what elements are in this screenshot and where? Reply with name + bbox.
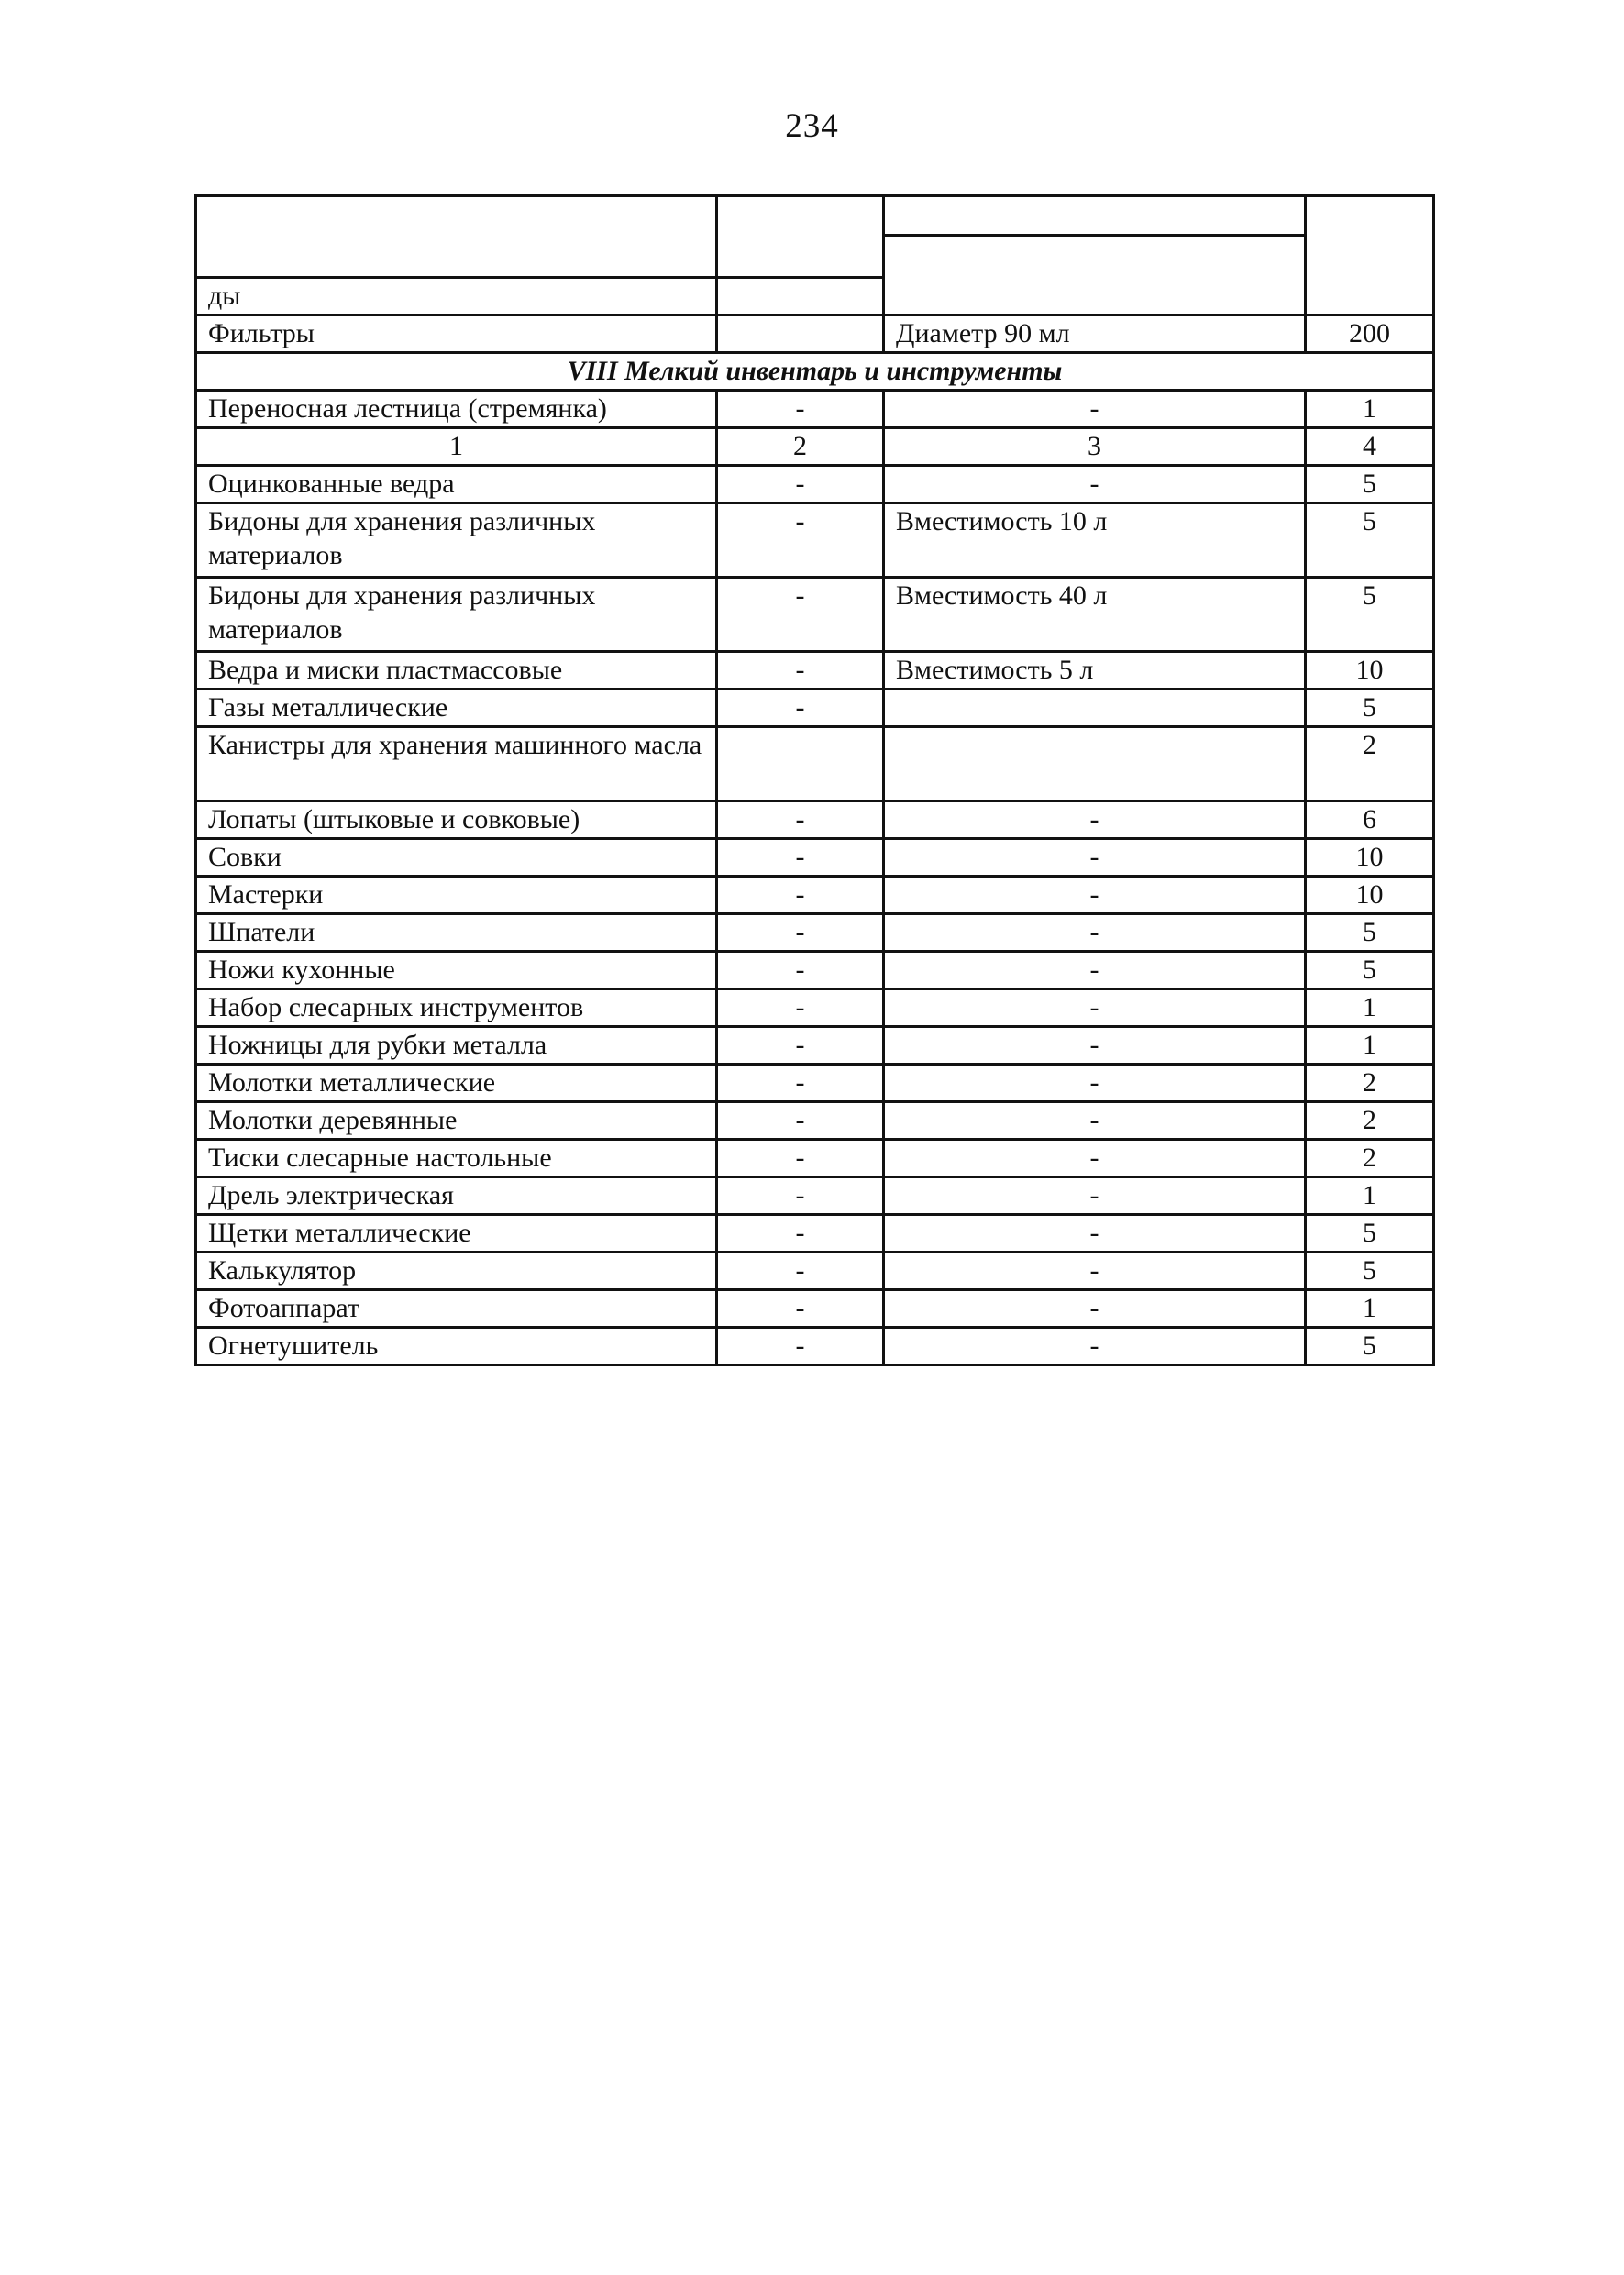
row-col3: - [884,1065,1306,1102]
table-row [196,989,1434,1027]
header-cell-col4 [1306,196,1434,315]
row-col2: - [717,1027,884,1065]
row-col2: - [717,914,884,952]
first-row [196,391,1434,428]
row-col2: - [717,1177,884,1215]
row-col4: 5 [1306,952,1434,989]
row-col2: - [717,989,884,1027]
table-row [196,1328,1434,1365]
row-col4: 1 [1306,1290,1434,1328]
table-row [196,877,1434,914]
table-row [196,578,1434,652]
row-col2: - [717,503,884,578]
row-col2: - [717,690,884,727]
table-row [196,1065,1434,1102]
first-row-name: Переносная лестница (стремянка) [196,391,717,428]
table-row [196,1177,1434,1215]
row-col3: - [884,1177,1306,1215]
row-col3: - [884,952,1306,989]
row-col3: - [884,1215,1306,1253]
row-name: Ножницы для рубки металла [196,1027,717,1065]
row-col4: 2 [1306,1065,1434,1102]
row-name: Молотки металлические [196,1065,717,1102]
row-col3: Вместимость 5 л [884,652,1306,690]
row-name: Канистры для хранения машинного масла [196,727,717,801]
top-row-col4: 200 [1306,315,1434,353]
row-col4: 5 [1306,690,1434,727]
table-row [196,1027,1434,1065]
row-col3: Вместимость 10 л [884,503,1306,578]
column-numbers-row [196,428,1434,466]
row-col2: - [717,952,884,989]
table-row [196,839,1434,877]
row-col2: - [717,877,884,914]
row-col4: 10 [1306,877,1434,914]
top-row [196,315,1434,353]
section-row [196,353,1434,391]
header-cell-name [196,196,717,278]
row-col3: - [884,1290,1306,1328]
row-col3: - [884,1253,1306,1290]
row-col4: 2 [1306,727,1434,801]
page-number: 234 [785,107,839,145]
top-row-col3: Диаметр 90 мл [884,315,1306,353]
row-col3: - [884,839,1306,877]
row-name: Щетки металлические [196,1215,717,1253]
row-col3 [884,727,1306,801]
row-name: Молотки деревянные [196,1102,717,1140]
row-col4: 2 [1306,1102,1434,1140]
header-cell-col2 [717,196,884,278]
row-col4: 5 [1306,914,1434,952]
table-row [196,466,1434,503]
row-col3: Вместимость 40 л [884,578,1306,652]
table-row [196,652,1434,690]
row-col3: - [884,877,1306,914]
row-name: Бидоны для хранения различных материалов [196,503,717,578]
row-name: Фотоаппарат [196,1290,717,1328]
row-col4: 10 [1306,652,1434,690]
row-col2: - [717,578,884,652]
row-col4: 1 [1306,989,1434,1027]
row-col2: - [717,1328,884,1365]
row-col4: 5 [1306,1253,1434,1290]
row-col4: 5 [1306,503,1434,578]
row-name: Ведра и миски пластмассовые [196,652,717,690]
table-row [196,1102,1434,1140]
row-col4: 5 [1306,1328,1434,1365]
row-col2: - [717,652,884,690]
section-title: VIII Мелкий инвентарь и инструменты [196,353,1434,391]
table-row [196,503,1434,578]
row-name: Шпатели [196,914,717,952]
table-row [196,952,1434,989]
row-col3: - [884,1328,1306,1365]
row-col3: - [884,989,1306,1027]
table-row [196,914,1434,952]
row-col2: - [717,466,884,503]
table-row [196,1215,1434,1253]
row-col2: - [717,1290,884,1328]
column-number-4: 4 [1306,428,1434,466]
header-fragment-col2 [717,278,884,315]
table-row [196,1253,1434,1290]
row-col2 [717,727,884,801]
row-col3 [884,690,1306,727]
row-name: Совки [196,839,717,877]
row-name: Дрель электрическая [196,1177,717,1215]
header-col3-lower [885,237,1304,312]
row-name: Набор слесарных инструментов [196,989,717,1027]
row-col4: 2 [1306,1140,1434,1177]
row-col4: 1 [1306,1177,1434,1215]
table-row [196,727,1434,801]
row-col3: - [884,1140,1306,1177]
header-fragment: ды [196,278,717,315]
row-name: Ножи кухонные [196,952,717,989]
table-row [196,1140,1434,1177]
top-row-col2 [717,315,884,353]
row-col2: - [717,1140,884,1177]
row-col4: 5 [1306,466,1434,503]
top-row-name: Фильтры [196,315,717,353]
row-col4: 6 [1306,801,1434,839]
row-col4: 10 [1306,839,1434,877]
row-name: Мастерки [196,877,717,914]
header-col3-upper [885,197,1304,237]
row-col2: - [717,1102,884,1140]
inventory-table-body [196,196,1434,1365]
row-col2: - [717,1253,884,1290]
row-name: Тиски слесарные настольные [196,1140,717,1177]
column-number-3: 3 [884,428,1306,466]
row-col2: - [717,1215,884,1253]
row-name: Оцинкованные ведра [196,466,717,503]
row-col2: - [717,801,884,839]
first-row-col2: - [717,391,884,428]
row-col4: 1 [1306,1027,1434,1065]
first-row-col3: - [884,391,1306,428]
row-name: Газы металлические [196,690,717,727]
row-col3: - [884,1102,1306,1140]
column-number-2: 2 [717,428,884,466]
row-name: Бидоны для хранения различных материалов [196,578,717,652]
row-name: Калькулятор [196,1253,717,1290]
table-row [196,801,1434,839]
row-col4: 5 [1306,578,1434,652]
row-name: Огнетушитель [196,1328,717,1365]
row-col3: - [884,466,1306,503]
row-col3: - [884,914,1306,952]
row-col2: - [717,839,884,877]
row-name: Лопаты (штыковые и совковые) [196,801,717,839]
first-row-col4: 1 [1306,391,1434,428]
row-col2: - [717,1065,884,1102]
table-row [196,1290,1434,1328]
table-row [196,690,1434,727]
row-col3: - [884,801,1306,839]
row-col3: - [884,1027,1306,1065]
column-number-1: 1 [196,428,717,466]
row-col4: 5 [1306,1215,1434,1253]
inventory-table [194,194,1435,1366]
header-cell-col3 [884,196,1306,315]
